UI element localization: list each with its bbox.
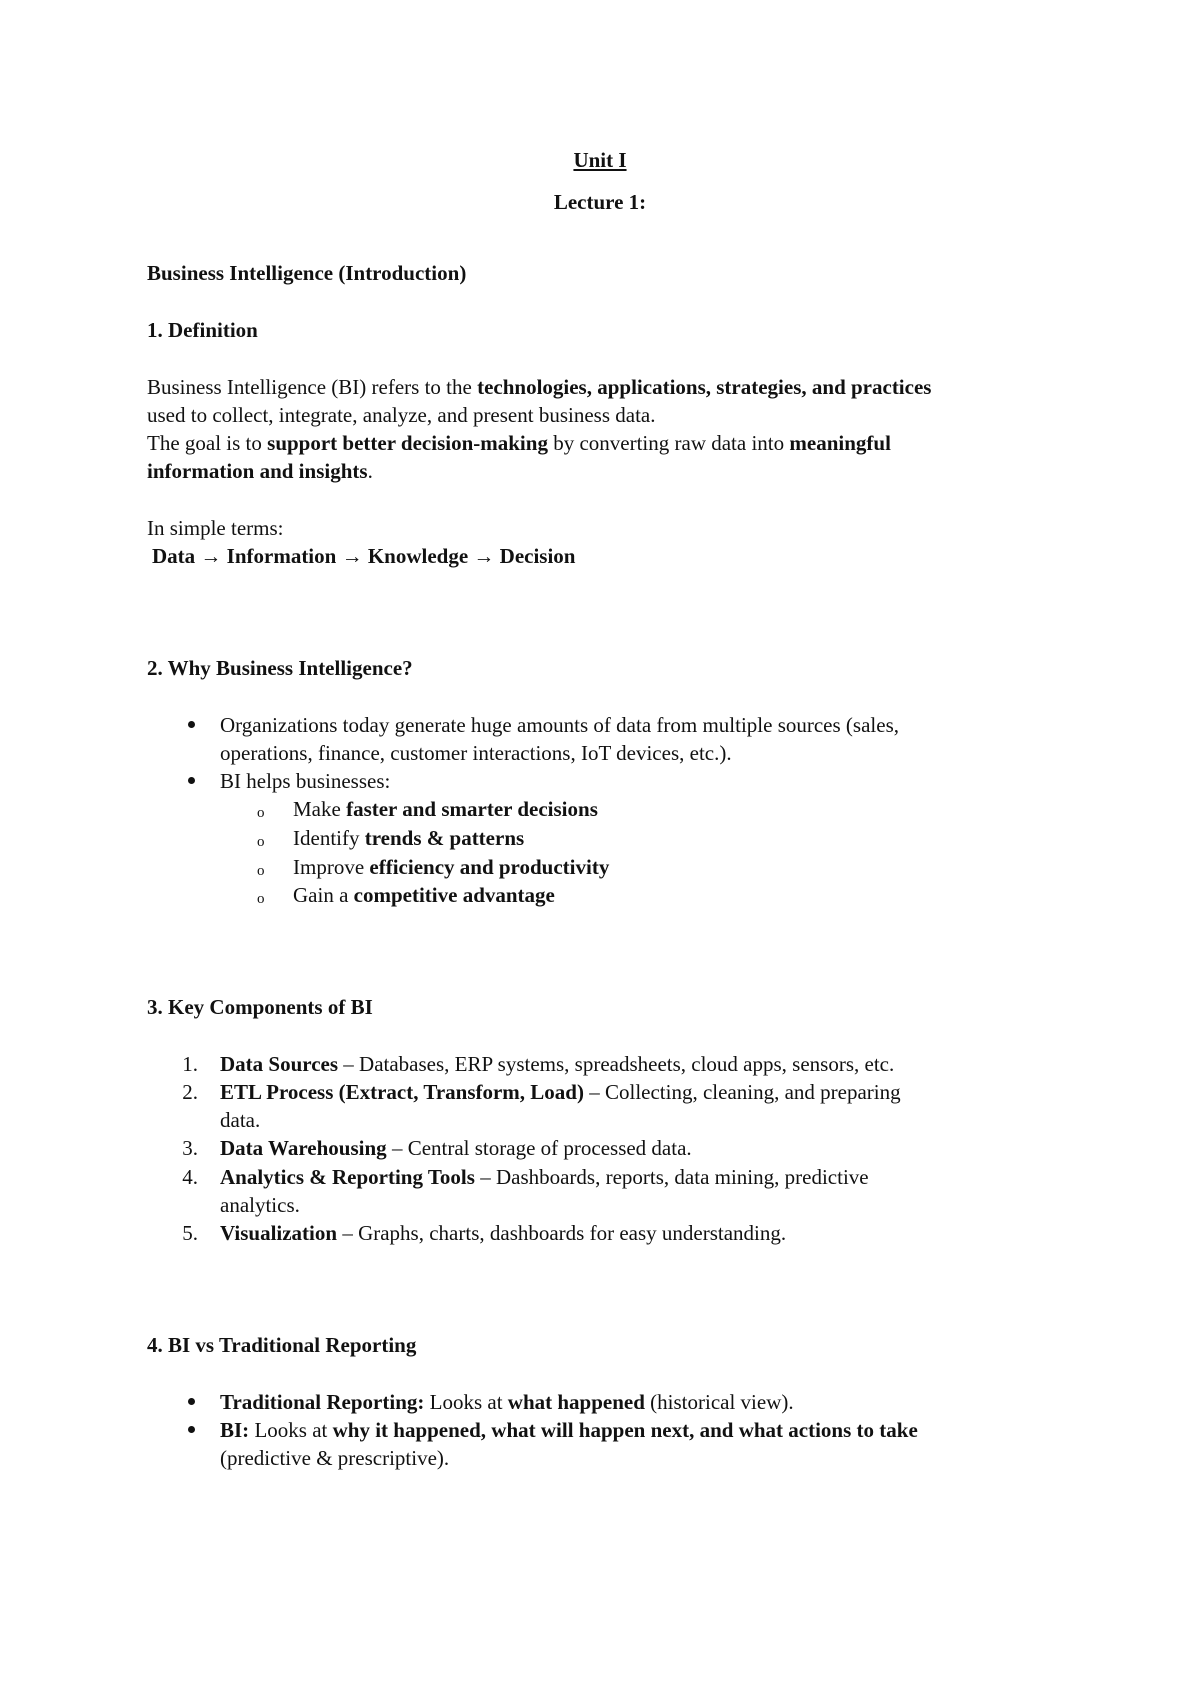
component-item [220,1219,786,1247]
list-number: 4. [182,1165,198,1189]
component-name: Analytics & Reporting Tools [220,1165,475,1189]
sub-item-text: Improve [293,855,370,879]
traditional-label: Traditional Reporting: [220,1390,425,1414]
component-item [220,1050,894,1078]
sub-item-text: Make [293,797,347,821]
flow-line: Data → Information → Knowledge → Decision [152,544,576,568]
sub-item-text: Gain a [293,883,354,907]
goal-text-mid: by converting raw data into [547,431,790,455]
sub-item-bold: faster and smarter decisions [346,797,598,821]
bi-bold: why it happened, what will happen next, and what actions to take [332,1418,918,1442]
definition-text: Business Intelligence (BI) refers to the [147,375,478,399]
section4-heading: 4. BI vs Traditional Reporting [147,1333,417,1357]
component-item [220,1134,692,1162]
sub-item [293,853,609,881]
bi-text: Looks at [249,1418,333,1442]
list-number: 2. [182,1080,198,1104]
list-number: 3. [182,1136,198,1160]
bullet-dot [188,1398,195,1405]
section1-heading: 1. Definition [147,318,258,342]
lecture-title: Lecture 1: [553,190,647,214]
comparison-bi [220,1416,918,1444]
goal-period: . [367,459,373,483]
traditional-text: Looks at [424,1390,508,1414]
sub-item-bold: efficiency and productivity [369,855,610,879]
component-item [220,1163,869,1191]
sub-item [293,795,598,823]
simple-terms-label: In simple terms: [147,516,284,540]
list-number: 5. [182,1221,198,1245]
goal-line1 [147,429,891,457]
component-desc-line2: analytics. [220,1193,300,1217]
sub-item-bold: trends & patterns [364,826,525,850]
goal-bold-end: meaningful [789,431,891,455]
component-name: ETL Process (Extract, Transform, Load) [220,1080,584,1104]
traditional-bold: what happened [507,1390,645,1414]
definition-line1 [147,373,931,401]
definition-line2: used to collect, integrate, analyze, and present business data. [147,403,656,427]
comparison-traditional [220,1388,794,1416]
bi-label: BI: [220,1418,250,1442]
list-number: 1. [182,1052,198,1076]
why-bullet2: BI helps businesses: [220,769,391,793]
goal-bold: support better decision-making [267,431,548,455]
sub-bullet-marker: o [257,834,265,850]
component-desc-line2: data. [220,1108,261,1132]
component-desc: – Dashboards, reports, data mining, predictive [474,1165,869,1189]
why-bullet1-line1: Organizations today generate huge amounts of data from multiple sources (sales, [220,713,899,737]
component-item [220,1078,901,1106]
bullet-dot [188,1426,195,1433]
component-name: Data Warehousing [220,1136,387,1160]
traditional-text-end: (historical view). [644,1390,794,1414]
section3-heading: 3. Key Components of BI [147,995,373,1019]
topic-title: Business Intelligence (Introduction) [147,261,467,285]
sub-item [293,824,524,852]
sub-item [293,881,555,909]
component-name: Visualization [220,1221,338,1245]
component-desc: – Collecting, cleaning, and preparing [583,1080,901,1104]
bullet-dot [188,721,195,728]
sub-item-bold: competitive advantage [353,883,555,907]
sub-bullet-marker: o [257,891,265,907]
goal-text: The goal is to [147,431,268,455]
component-desc: – Graphs, charts, dashboards for easy understanding. [337,1221,787,1245]
definition-bold: technologies, applications, strategies, and practices [477,375,932,399]
goal-bold-line2: information and insights [147,459,368,483]
sub-item-text: Identify [293,826,365,850]
sub-bullet-marker: o [257,863,265,879]
component-name: Data Sources [220,1052,339,1076]
sub-bullet-marker: o [257,805,265,821]
unit-title: Unit I [573,148,627,172]
why-bullet1-line2: operations, finance, customer interactions, IoT devices, etc.). [220,741,732,765]
component-desc: – Central storage of processed data. [386,1136,692,1160]
bullet-dot [188,777,195,784]
goal-line2 [147,457,373,485]
section2-heading: 2. Why Business Intelligence? [147,656,413,680]
comparison-bi-line2: (predictive & prescriptive). [220,1446,450,1470]
component-desc: – Databases, ERP systems, spreadsheets, cloud apps, sensors, etc. [338,1052,895,1076]
